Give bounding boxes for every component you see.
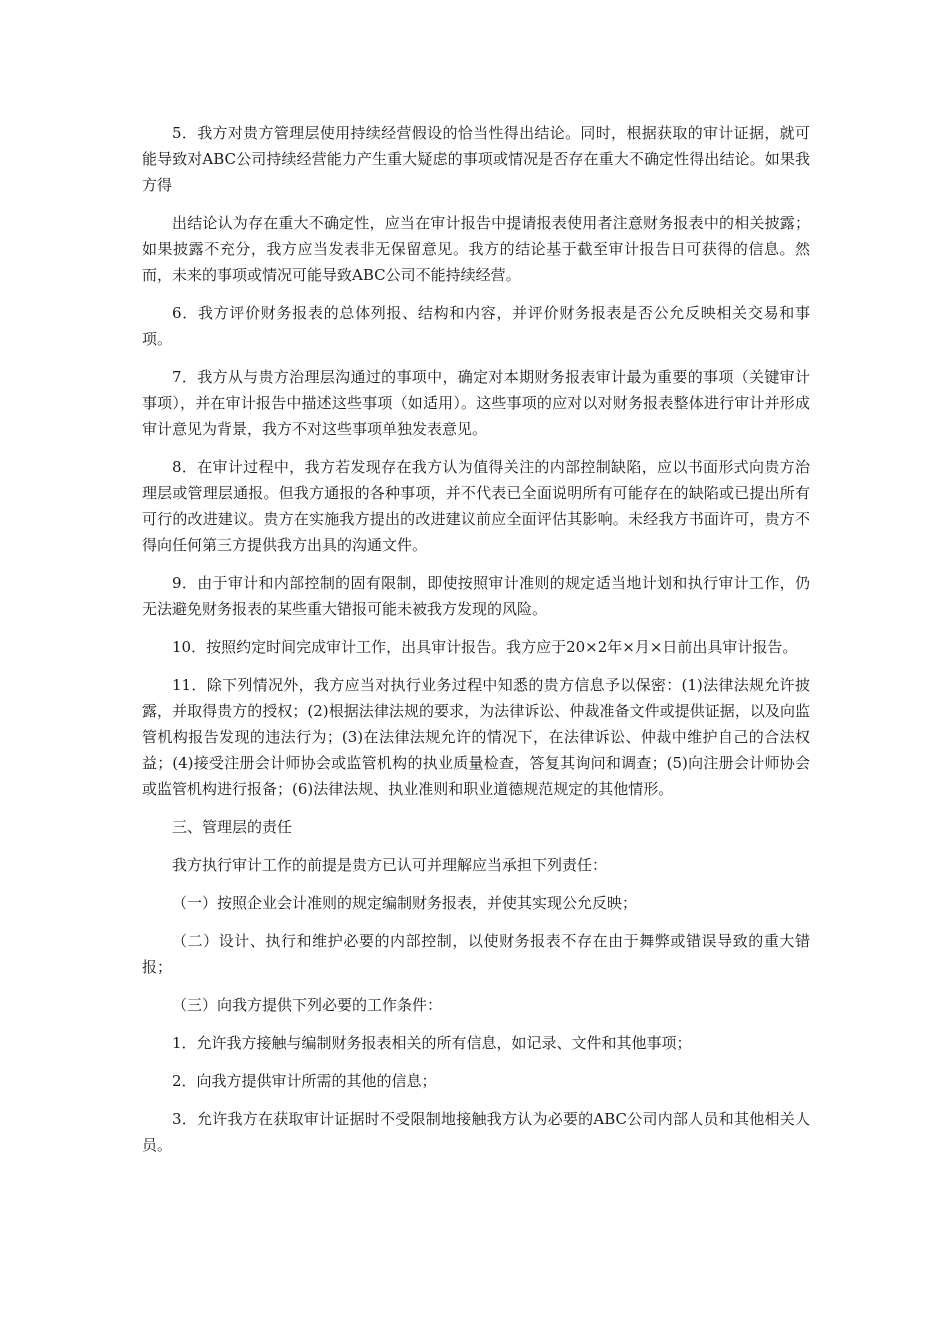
paragraph-item-6: 6．我方评价财务报表的总体列报、结构和内容，并评价财务报表是否公允反映相关交易和事项。 [142, 304, 810, 348]
section-heading-management-responsibility: 三、管理层的责任 [172, 818, 293, 836]
paragraph-item-5: 5．我方对贵方管理层使用持续经营假设的恰当性得出结论。同时，根据获取的审计证据，就可能导致对ABC公司持续经营能力产生重大疑虑的事项或情况是否存在重大不确定性得出结论。如果我方得 [142, 124, 810, 194]
paragraph-responsibility-2: （二）设计、执行和维护必要的内部控制，以使财务报表不存在由于舞弊或错误导致的重大错报； [142, 932, 810, 976]
paragraph-item-11: 11．除下列情况外，我方应当对执行业务过程中知悉的贵方信息予以保密：(1)法律法规允许披露，并取得贵方的授权；(2)根据法律法规的要求，为法律诉讼、仲裁准备文件或提供证据，以及向监管机构报告发现的违法行为；(3)在法律法规允许的情况下，在法律诉讼、仲裁中维护自己的合法权益；(4)接受注册会计师协会或监管机构的执业质量检查，答复其询问和调查；(5)向注册会计师协会或监管机构进行报备；(6)法律法规、执业准则和职业道德规范规定的其他情形。 [142, 676, 810, 798]
paragraph-item-7: 7．我方从与贵方治理层沟通过的事项中，确定对本期财务报表审计最为重要的事项（关键审计事项），并在审计报告中描述这些事项（如适用）。这些事项的应对以对财务报表整体进行审计并形成审计意见为背景，我方不对这些事项单独发表意见。 [142, 368, 810, 438]
paragraph-premise: 我方执行审计工作的前提是贵方已认可并理解应当承担下列责任： [172, 856, 608, 874]
paragraph-responsibility-3: （三）向我方提供下列必要的工作条件： [172, 996, 443, 1014]
paragraph-condition-1: 1．允许我方接触与编制财务报表相关的所有信息，如记录、文件和其他事项； [172, 1034, 692, 1052]
paragraph-item-5-continued: 出结论认为存在重大不确定性，应当在审计报告中提请报表使用者注意财务报表中的相关披露；如果披露不充分，我方应当发表非无保留意见。我方的结论基于截至审计报告日可获得的信息。然而，未来的事项或情况可能导致ABC公司不能持续经营。 [142, 214, 810, 284]
document-body [142, 120, 810, 1170]
paragraph-item-10: 10．按照约定时间完成审计工作，出具审计报告。我方应于20×2年×月×日前出具审计报告。 [172, 638, 798, 656]
paragraph-condition-3: 3．允许我方在获取审计证据时不受限制地接触我方认为必要的ABC公司内部人员和其他相关人员。 [142, 1110, 810, 1154]
paragraph-item-9: 9．由于审计和内部控制的固有限制，即使按照审计准则的规定适当地计划和执行审计工作，仍无法避免财务报表的某些重大错报可能未被我方发现的风险。 [142, 574, 810, 618]
paragraph-condition-2: 2．向我方提供审计所需的其他的信息； [172, 1072, 437, 1090]
paragraph-item-8: 8．在审计过程中，我方若发现存在我方认为值得关注的内部控制缺陷，应以书面形式向贵方治理层或管理层通报。但我方通报的各种事项，并不代表已全面说明所有可能存在的缺陷或已提出所有可行的改进建议。贵方在实施我方提出的改进建议前应全面评估其影响。未经我方书面许可，贵方不得向任何第三方提供我方出具的沟通文件。 [142, 458, 810, 554]
paragraph-responsibility-1: （一）按照企业会计准则的规定编制财务报表，并使其实现公允反映； [172, 894, 638, 912]
